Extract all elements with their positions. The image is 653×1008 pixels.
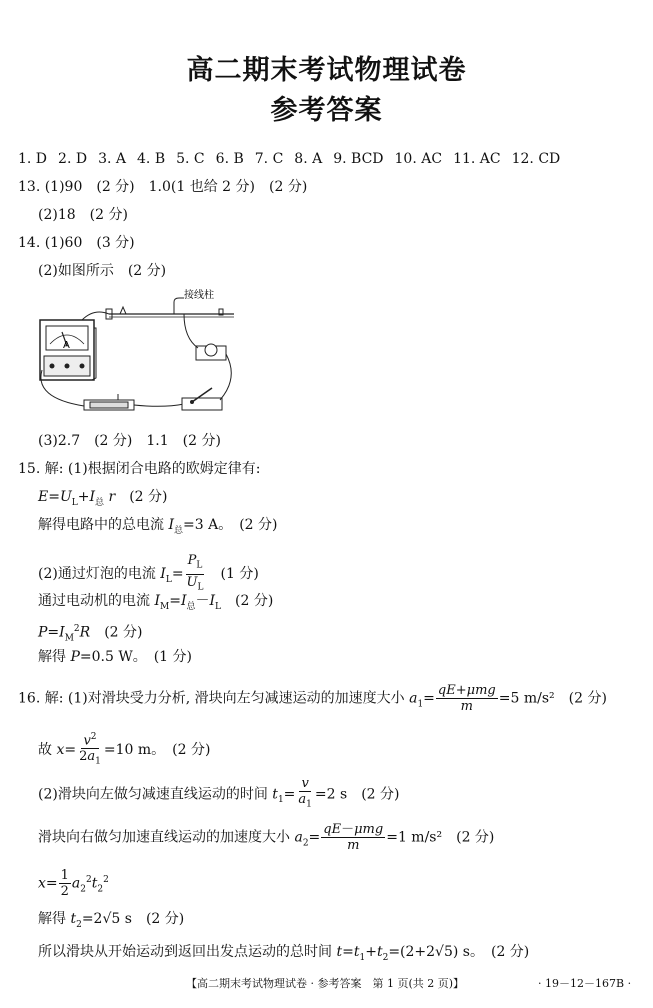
q13-line-1: 13. (1)90 (2 分) 1.0(1 也给 2 分) (2 分) <box>18 179 308 195</box>
mc-answers <box>18 150 560 168</box>
page-subtitle: 参考答案 <box>270 95 383 126</box>
q14-line-1: 14. (1)60 (3 分) <box>18 235 135 251</box>
q15-line-6: $P=I_M^2R$ (2 分) <box>38 624 143 644</box>
mc-answer: 7. C <box>254 151 284 167</box>
q16-line-6: 解得 $t_2=2√5$ s (2 分) <box>38 911 185 930</box>
footer-code: · 19－12－167B · <box>538 977 632 990</box>
q14-line-2: (2)如图所示 (2 分) <box>38 263 167 279</box>
q15-line-2: $E=U_L+I_总$ r (2 分) <box>38 489 168 508</box>
q16-line-2: 故 x= $\frac{v^2}{2a_1}$ =10 m。 (2 分) <box>38 732 211 767</box>
mc-answer: 2. D <box>58 151 88 167</box>
mc-answer: 10. AC <box>394 151 443 167</box>
q16-line-3: (2)滑块向左做匀减速直线运动的时间 $t_1=$ $\frac{v}{a_1}$ =2 s (2 分) <box>38 776 400 810</box>
q16-line-5: x= $\frac{1}{2}$ $a_2^2t_2^2$ <box>38 868 109 899</box>
q13-line-2: (2)18 (2 分) <box>38 207 128 223</box>
terminal-label: 接线柱 <box>184 290 214 301</box>
mc-answer: 6. B <box>215 151 244 167</box>
q16-line-1: 16. 解: (1)对滑块受力分析, 滑块向左匀减速运动的加速度大小 $a_1=$ $\frac{\text{qE+μmg}}{m}$ =5 m/s² (2 分) <box>18 683 607 714</box>
mc-answer: 1. D <box>18 151 48 167</box>
mc-answer: 4. B <box>137 151 166 167</box>
page-title: 高二期末考试物理试卷 <box>186 55 467 86</box>
q15-line-3: 解得电路中的总电流 $I_总=3$ A。 (2 分) <box>38 517 278 536</box>
q15-line-4: (2)通过灯泡的电流 $I_L=$ $\frac{P_L}{U_L}$ (1 分) <box>38 553 259 593</box>
switch <box>182 398 222 410</box>
mc-answer: 8. A <box>294 151 323 167</box>
q14-line-3: (3)2.7 (2 分) 1.1 (2 分) <box>38 433 221 449</box>
mc-answer: 3. A <box>98 151 127 167</box>
q15-line-7: 解得 P=0.5 W。 (1 分) <box>38 649 192 665</box>
mc-answer: 9. BCD <box>333 151 384 167</box>
mc-answer: 11. AC <box>453 151 501 167</box>
mc-answer: 5. C <box>176 151 205 167</box>
q16-line-4: 滑块向右做匀加速直线运动的加速度大小 $a_2=$ $\frac{\text{qE－μmg}}{m}$ =1 m/s² (2 分) <box>38 822 495 853</box>
circuit-diagram <box>34 288 244 428</box>
footer-page-info: 【高二期末考试物理试卷 · 参考答案 第 1 页(共 2 页)】 <box>186 977 465 990</box>
q16-line-7: 所以滑块从开始运动到返回出发点运动的总时间 $t=t_1+t_2=(2+2√5)$ s。 (2 分) <box>38 944 530 963</box>
mc-answer: 12. CD <box>511 151 561 167</box>
q15-line-5: 通过电动机的电流 $I_M=I_总-I_L$ (2 分) <box>38 593 274 612</box>
ammeter-label: A <box>63 340 70 351</box>
q15-line-1: 15. 解: (1)根据闭合电路的欧姆定律有: <box>18 461 261 477</box>
